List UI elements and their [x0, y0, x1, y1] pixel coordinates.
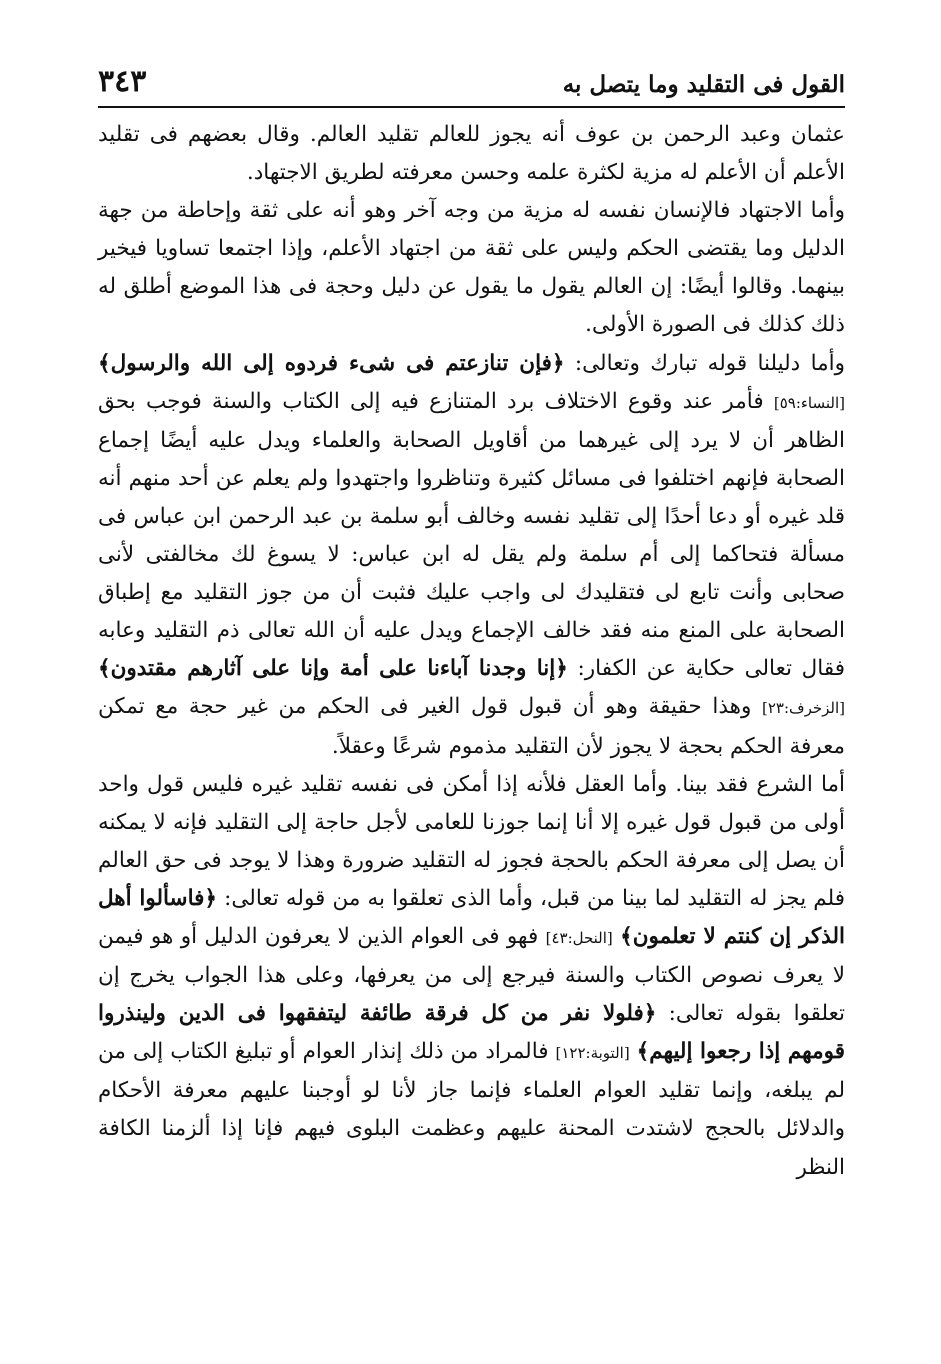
- text-run: وأما الاجتهاد فالإنسان نفسه له مزية من وجه آخر وهو أنه على ثقة وإحاطة من جهة الدليل وما يقتضى الحكم وليس على ثقة من اجتهاد الأعلم، وإذا اجتمعا تساويا فيخير بينهما. وقالوا أيضًا: إن العالم يقول ما يقول عن دليل وحجة فى هذا الموضع أطلق له ذلك كذلك فى الصورة الأولى.: [98, 198, 845, 338]
- verse-reference: [النساء:٥٩]: [773, 393, 845, 412]
- text-run: وأما دليلنا قوله تبارك وتعالى:: [564, 350, 845, 376]
- text-run: فالمراد من ذلك إنذار العوام أو تبليغ الكتاب إلى من لم يبلغه، وإنما تقليد العوام العلماء فإنما جاز لأنا لو أوجبنا عليهم معرفة الأحكام والدلائل بالحجج لاشتدت المحنة عليهم وعظمت البلوى فيهم فإنا إذا ألزمنا الكافة النظر: [98, 1039, 845, 1180]
- verse-reference: [الزخرف:٢٣]: [761, 699, 845, 718]
- text-run: أما الشرع فقد بينا. وأما العقل فلأنه إذا أمكن فى نفسه تقليد غيره فليس قول واحد أولى من قبول قول غيره إلا أنا إنما جوزنا للعامى لأجل حاجة إلى التقليد فإنه لا يمكنه أن يصل إلى معرفة الحكم بالحجة فجوز له التقليد ضرورة وهذا لا يوجد فى حق العالم فلم يجز له التقليد لما بينا من قبل، وأما الذى تعلقوا به من قوله تعالى:: [98, 771, 845, 911]
- body-text: [98, 116, 845, 1187]
- quran-verse: ﴿فاسألوا أهل الذكر إن كنتم لا تعلمون﴾: [98, 885, 845, 949]
- text-run: فأمر عند وقوع الاختلاف برد المتنازع فيه إلى الكتاب والسنة فوجب بحق الظاهر أن لا يرد إلى غيرهما من أقاويل الصحابة والعلماء ويدل عليه أيضًا إجماع الصحابة فإنهم اختلفوا فى مسائل كثيرة وتناظروا واجتهدوا ولم يعلم عن أحد منهم أنه قلد غيره أو دعا أحدًا إلى تقليد نفسه وخالف أبو سلمة بن عبد الرحمن ابن عباس فى مسألة فتحاكما إلى أم سلمة ولم يقل له ابن عباس: لا يسوغ لك مخالفتى لأنى صحابى وأنت تابع لى فتقليدك لى واجب عليك فثبت أن من جوز التقليد مع إطباق الصحابة على المنع منه فقد خالف الإجماع ويدل عليه أن الله تعالى ذم التقليد وعابه فقال تعالى حكاية عن الكفار:: [98, 388, 845, 682]
- paragraph-1: [98, 116, 845, 192]
- quran-verse: ﴿فلولا نفر من كل فرقة طائفة ليتفقهوا فى الدين ولينذروا قومهم إذا رجعوا إليهم﴾: [98, 1001, 845, 1065]
- text-run: فهو فى العوام الذين لا يعرفون الدليل أو هو فيمن لا يعرف نصوص الكتاب والسنة فيرجع إلى من يعرفها، وعلى هذا الجواب يخرج إن تعلقوا بقوله تعالى:: [98, 923, 846, 1027]
- page-number: ٣٤٣: [98, 64, 147, 99]
- running-title: القول فى التقليد وما يتصل به: [562, 71, 845, 98]
- page-header: [98, 64, 845, 108]
- paragraph-3: [98, 345, 845, 766]
- text-run: عثمان وعبد الرحمن بن عوف أنه يجوز للعالم تقليد العالم. وقال بعضهم فى تقليد الأعلم أن الأعلم له مزية لكثرة علمه وحسن معرفته لطريق الاجتهاد.: [98, 122, 845, 186]
- quran-verse: ﴿إنا وجدنا آباءنا على أمة وإنا على آثارهم مقتدون﴾: [98, 656, 568, 682]
- text-run: وهذا حقيقة وهو أن قبول قول الغير فى الحكم من غير حجة مع تمكن معرفة الحكم بحجة لا يجوز لأن التقليد مذموم شرعًا وعقلاً.: [98, 694, 845, 759]
- verse-reference: [التوبة:١٢٢]: [555, 1044, 630, 1063]
- verse-reference: [النحل:٤٣]: [545, 928, 613, 947]
- text-run: [630, 1039, 637, 1064]
- paragraph-2: [98, 192, 845, 344]
- paragraph-4: [98, 766, 845, 1187]
- quran-verse: ﴿فإن تنازعتم فى شىء فردوه إلى الله والرسول﴾: [98, 350, 565, 376]
